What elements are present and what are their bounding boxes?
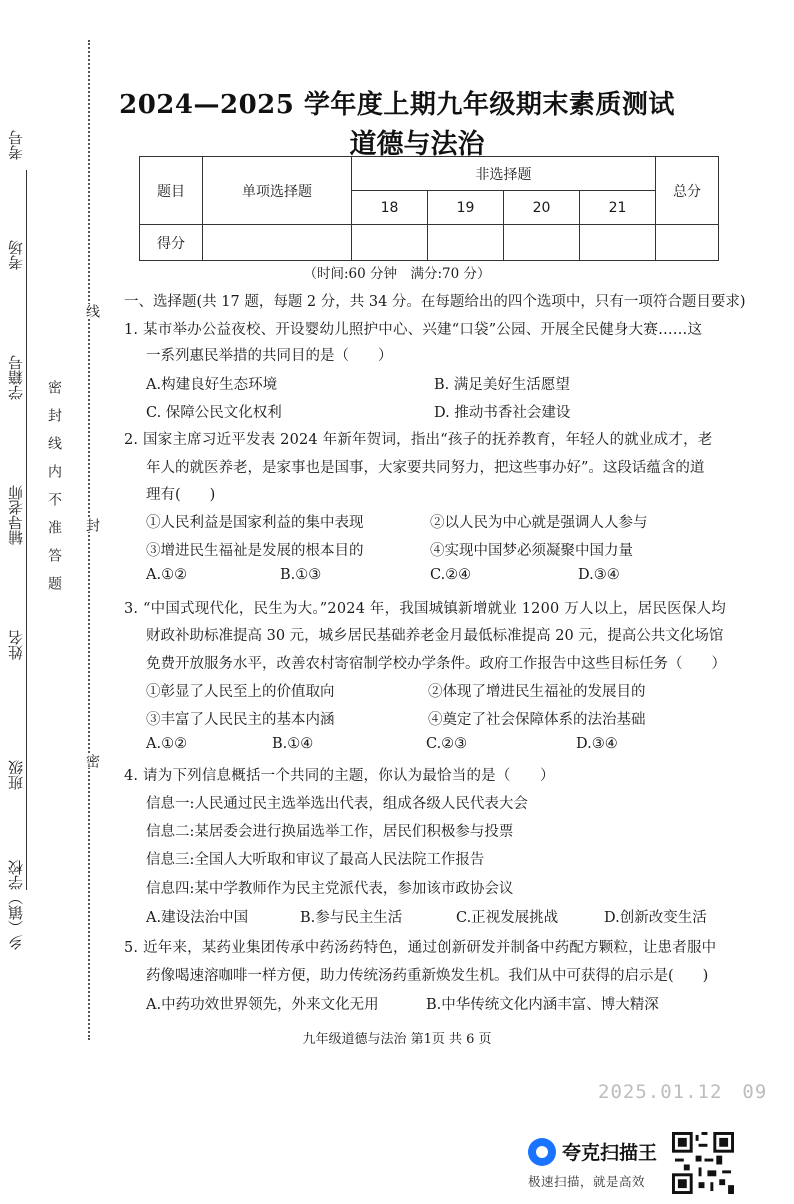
q3-option-a: A.①② [146, 736, 188, 752]
q4-info-1: 信息一:人民通过民主选举选出代表，组成各级人民代表大会 [146, 796, 528, 812]
q2-statement-1: ①人民利益是国家利益的集中表现 [146, 515, 364, 531]
tutor-label: 辅导老师 [7, 485, 25, 545]
q2-option-d: D.③④ [578, 567, 620, 583]
q3-statement-4: ④奠定了社会保障体系的法治基础 [428, 712, 646, 728]
q4-info-3: 信息三:全国人大听取和审议了最高人民法院工作报告 [146, 852, 485, 868]
q1-option-a: A.构建良好生态环境 [146, 377, 278, 393]
th-total: 总分 [656, 157, 719, 225]
th-q20: 20 [504, 191, 580, 225]
score-table [139, 156, 719, 261]
score-cell-single [203, 225, 352, 261]
th-topic: 题目 [140, 157, 203, 225]
class-label: 班级 [7, 760, 25, 790]
q2-statement-3: ③增进民生福祉是发展的根本目的 [146, 543, 364, 559]
th-single-choice: 单项选择题 [203, 157, 352, 225]
q1-line1: 1. 某市举办公益夜校、开设婴幼儿照护中心、兴建“口袋”公园、开展全民健身大赛……这 [124, 322, 703, 338]
q3-option-d: D.③④ [576, 736, 618, 752]
score-cell-21 [580, 225, 656, 261]
q2-line3: 理有( ) [146, 487, 216, 503]
q4-info-2: 信息二:某居委会进行换届选举工作，居民们积极参与投票 [146, 824, 514, 840]
q3-statement-2: ②体现了增进民生福祉的发展目的 [428, 684, 646, 700]
exam-title: 2024—2025 学年度上期九年级期末素质测试 [119, 90, 675, 120]
q2-option-c: C.②④ [430, 567, 472, 583]
student-no-label: 学籍号 [7, 355, 25, 400]
seal-dotted-line [88, 40, 90, 1040]
q5-line2: 药像喝速溶咖啡一样方便，助力传统汤药重新焕发生机。我们从中可获得的启示是( ) [146, 968, 709, 984]
q5-option-a: A.中药功效世界领先，外来文化无用 [146, 997, 379, 1013]
q5-line1: 5. 近年来，某药业集团传承中药汤药特色，通过创新研发并制备中药配方颗粒，让患者服中 [124, 940, 717, 956]
q5-option-b: B.中华传统文化内涵丰富、博大精深 [426, 997, 659, 1013]
th-non-choice: 非选择题 [352, 157, 656, 191]
seal-feng: 封 [84, 518, 100, 532]
q4-info-4: 信息四:某中学教师作为民主党派代表，参加该市政协会议 [146, 881, 514, 897]
q4-option-d: D.创新改变生活 [604, 910, 707, 926]
q1-option-d: D. 推动书香社会建设 [434, 405, 571, 421]
exam-no-label: 考号 [7, 130, 25, 160]
q4-option-c: C.正视发展挑战 [456, 910, 559, 926]
subject-title: 道德与法治 [349, 129, 485, 160]
seal-mi: 密 [84, 754, 100, 768]
q1-option-b: B. 满足美好生活愿望 [434, 377, 570, 393]
th-q18: 18 [352, 191, 428, 225]
seal-xian: 线 [84, 304, 100, 318]
q2-line2: 年人的就医养老，是家事也是国事，大家要共同努力，把这些事办好”。这段话蕴含的道 [146, 460, 705, 476]
school-label: 乡（镇）学校 [7, 860, 25, 950]
brand-slogan: 极速扫描，就是高效 [528, 1174, 646, 1189]
q3-line3: 免费开放服务水平，改善农村寄宿制学校办学条件。政府工作报告中这些目标任务（ ） [146, 656, 726, 672]
th-score: 得分 [140, 225, 203, 261]
scan-timestamp: 2025.01.12 09 [598, 1081, 768, 1103]
qr-code-icon [672, 1132, 734, 1194]
q2-line1: 2. 国家主席习近平发表 2024 年新年贺词，指出“孩子的抚养教育，年轻人的就业成才，老 [124, 432, 713, 448]
score-cell-19 [428, 225, 504, 261]
time-and-score: （时间:60 分钟 满分:70 分） [303, 266, 491, 282]
section-heading: 一、选择题(共 17 题，每题 2 分，共 34 分。在每题给出的四个选项中，只有一项符合题目要求) [124, 294, 746, 310]
score-cell-total [656, 225, 719, 261]
scanner-watermark [522, 1132, 794, 1204]
q2-statement-2: ②以人民为中心就是强调人人参与 [430, 515, 648, 531]
q3-option-c: C.②③ [426, 736, 468, 752]
q2-statement-4: ④实现中国梦必须凝聚中国力量 [430, 543, 633, 559]
q3-option-b: B.①④ [272, 736, 314, 752]
q4-option-b: B.参与民主生活 [300, 910, 403, 926]
q2-option-b: B.①③ [280, 567, 322, 583]
quark-logo-icon [528, 1138, 556, 1166]
q3-line2: 财政补助标准提高 30 元，城乡居民基础养老金月最低标准提高 20 元，提高公共文化场馆 [146, 628, 724, 644]
q2-option-a: A.①② [146, 567, 188, 583]
q3-line1: 3. “中国式现代化，民生为大。”2024 年，我国城镇新增就业 1200 万人以上，居民医保人均 [124, 601, 726, 617]
q1-option-c: C. 保障公民文化权利 [146, 405, 282, 421]
score-cell-18 [352, 225, 428, 261]
q4-line1: 4. 请为下列信息概括一个共同的主题，你认为最恰当的是（ ） [124, 768, 555, 784]
name-label: 姓名 [7, 630, 25, 660]
page-footer: 九年级道德与法治 第1页 共 6 页 [302, 1032, 492, 1047]
q3-statement-1: ①彰显了人民至上的价值取向 [146, 684, 335, 700]
th-q19: 19 [428, 191, 504, 225]
q3-statement-3: ③丰富了人民民主的基本内涵 [146, 712, 335, 728]
th-q21: 21 [580, 191, 656, 225]
q4-option-a: A.建设法治中国 [146, 910, 249, 926]
exam-room-label: 考场 [7, 240, 25, 270]
brand-name: 夸克扫描王 [562, 1142, 658, 1164]
score-cell-20 [504, 225, 580, 261]
q1-line2: 一系列惠民举措的共同目的是（ ） [146, 348, 393, 364]
seal-notice: 密 封 线 内 不 准 答 题 [46, 380, 62, 590]
